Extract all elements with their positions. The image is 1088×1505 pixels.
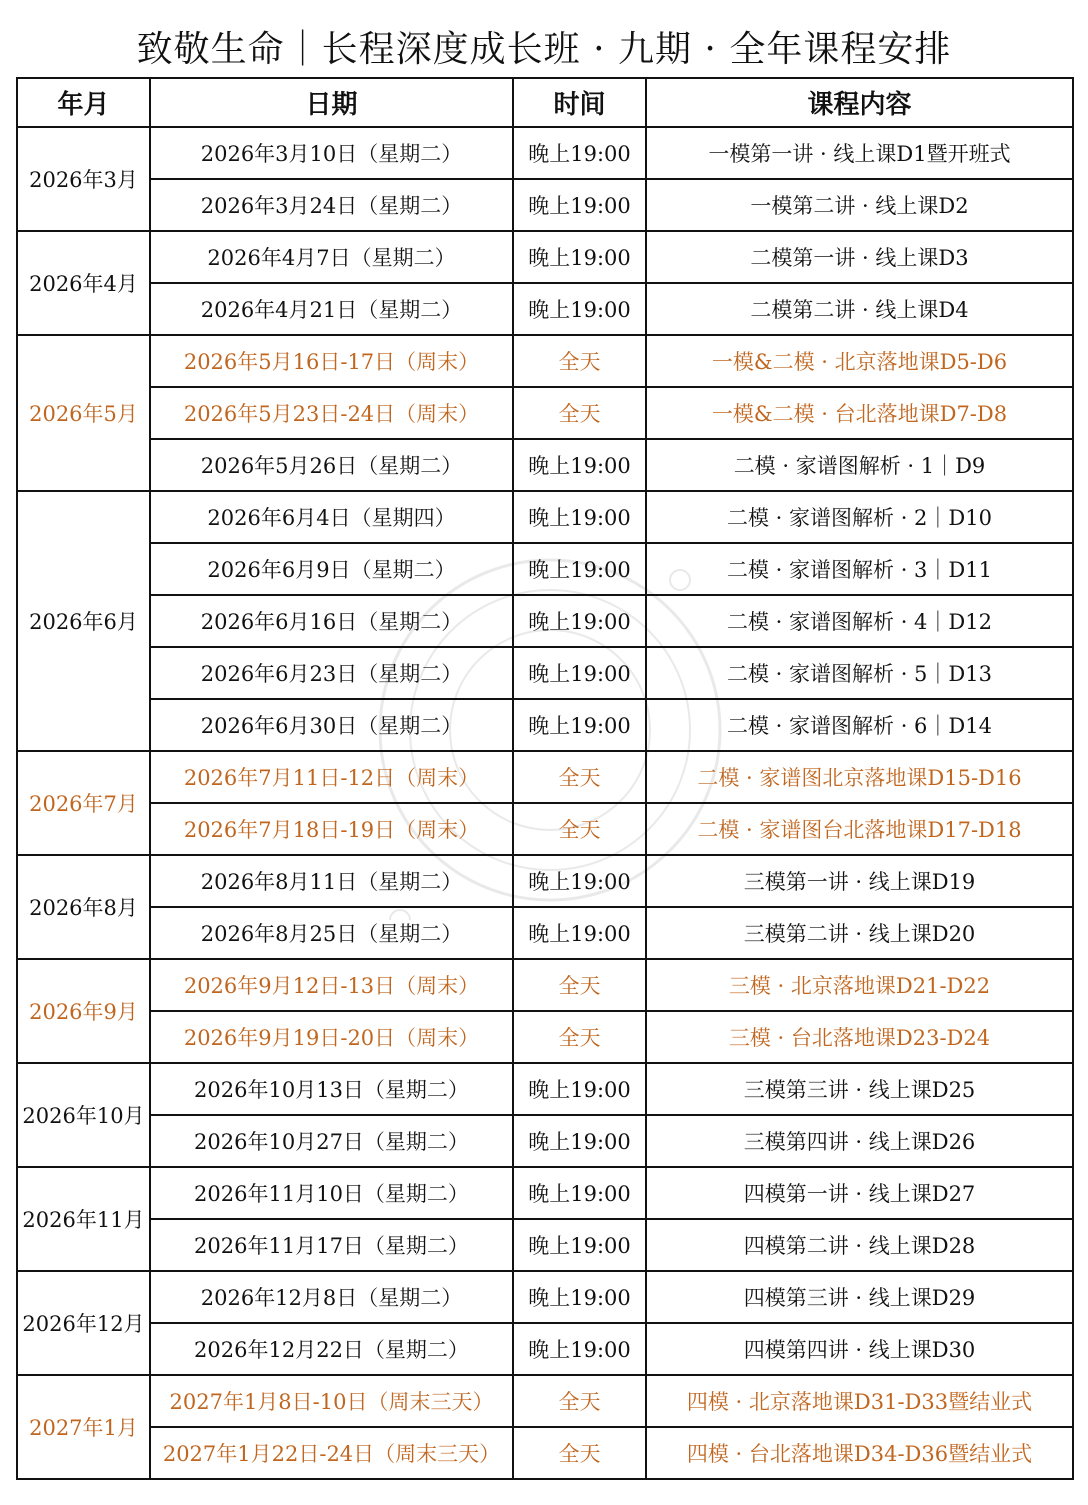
table-row xyxy=(17,1427,1073,1479)
table-row xyxy=(17,1375,1073,1427)
content-cell: 四模 · 台北落地课D34-D36暨结业式 xyxy=(646,1427,1073,1479)
time-cell: 晚上19:00 xyxy=(513,1323,646,1375)
date-cell: 2026年6月4日（星期四） xyxy=(150,491,513,543)
date-cell: 2026年3月24日（星期二） xyxy=(150,179,513,231)
date-cell: 2026年9月12日-13日（周末） xyxy=(150,959,513,1011)
month-cell: 2026年3月 xyxy=(17,127,150,231)
schedule-table xyxy=(16,77,1074,1480)
date-cell: 2026年12月22日（星期二） xyxy=(150,1323,513,1375)
content-cell: 二模第二讲 · 线上课D4 xyxy=(646,283,1073,335)
content-cell: 二模第一讲 · 线上课D3 xyxy=(646,231,1073,283)
content-cell: 二模 · 家谱图台北落地课D17-D18 xyxy=(646,803,1073,855)
time-cell: 全天 xyxy=(513,959,646,1011)
page-title: 致敬生命｜长程深度成长班 · 九期 · 全年课程安排 xyxy=(136,28,952,70)
month-cell: 2026年12月 xyxy=(17,1271,150,1375)
table-row xyxy=(17,907,1073,959)
table-row xyxy=(17,283,1073,335)
table-row xyxy=(17,387,1073,439)
month-cell: 2026年8月 xyxy=(17,855,150,959)
header-time: 时间 xyxy=(513,78,646,127)
table-row xyxy=(17,179,1073,231)
table-row xyxy=(17,1271,1073,1323)
date-cell: 2027年1月22日-24日（周末三天） xyxy=(150,1427,513,1479)
date-cell: 2026年6月23日（星期二） xyxy=(150,647,513,699)
content-cell: 四模第三讲 · 线上课D29 xyxy=(646,1271,1073,1323)
time-cell: 晚上19:00 xyxy=(513,491,646,543)
table-row xyxy=(17,1011,1073,1063)
date-cell: 2026年12月8日（星期二） xyxy=(150,1271,513,1323)
header-date: 日期 xyxy=(150,78,513,127)
time-cell: 晚上19:00 xyxy=(513,647,646,699)
date-cell: 2026年11月10日（星期二） xyxy=(150,1167,513,1219)
table-row xyxy=(17,1115,1073,1167)
content-cell: 一模&二模 · 北京落地课D5-D6 xyxy=(646,335,1073,387)
content-cell: 二模 · 家谱图解析 · 5｜D13 xyxy=(646,647,1073,699)
date-cell: 2026年10月13日（星期二） xyxy=(150,1063,513,1115)
date-cell: 2026年3月10日（星期二） xyxy=(150,127,513,179)
time-cell: 晚上19:00 xyxy=(513,231,646,283)
content-cell: 一模第二讲 · 线上课D2 xyxy=(646,179,1073,231)
schedule-body xyxy=(17,127,1073,1479)
table-row xyxy=(17,543,1073,595)
month-cell: 2026年9月 xyxy=(17,959,150,1063)
date-cell: 2026年6月16日（星期二） xyxy=(150,595,513,647)
time-cell: 晚上19:00 xyxy=(513,127,646,179)
month-cell: 2026年10月 xyxy=(17,1063,150,1167)
content-cell: 三模第一讲 · 线上课D19 xyxy=(646,855,1073,907)
content-cell: 四模第一讲 · 线上课D27 xyxy=(646,1167,1073,1219)
month-cell: 2026年5月 xyxy=(17,335,150,491)
time-cell: 晚上19:00 xyxy=(513,855,646,907)
table-row xyxy=(17,231,1073,283)
content-cell: 二模 · 家谱图解析 · 6｜D14 xyxy=(646,699,1073,751)
table-row xyxy=(17,699,1073,751)
time-cell: 晚上19:00 xyxy=(513,1115,646,1167)
date-cell: 2026年9月19日-20日（周末） xyxy=(150,1011,513,1063)
time-cell: 晚上19:00 xyxy=(513,283,646,335)
content-cell: 二模 · 家谱图解析 · 3｜D11 xyxy=(646,543,1073,595)
date-cell: 2026年4月7日（星期二） xyxy=(150,231,513,283)
header-month: 年月 xyxy=(17,78,150,127)
time-cell: 全天 xyxy=(513,803,646,855)
time-cell: 晚上19:00 xyxy=(513,1167,646,1219)
time-cell: 晚上19:00 xyxy=(513,439,646,491)
table-row xyxy=(17,1167,1073,1219)
time-cell: 晚上19:00 xyxy=(513,1271,646,1323)
month-cell: 2026年4月 xyxy=(17,231,150,335)
table-row xyxy=(17,491,1073,543)
content-cell: 四模第四讲 · 线上课D30 xyxy=(646,1323,1073,1375)
date-cell: 2026年4月21日（星期二） xyxy=(150,283,513,335)
table-row xyxy=(17,1219,1073,1271)
date-cell: 2027年1月8日-10日（周末三天） xyxy=(150,1375,513,1427)
table-row xyxy=(17,647,1073,699)
content-cell: 三模第三讲 · 线上课D25 xyxy=(646,1063,1073,1115)
date-cell: 2026年6月30日（星期二） xyxy=(150,699,513,751)
date-cell: 2026年7月11日-12日（周末） xyxy=(150,751,513,803)
content-cell: 二模 · 家谱图解析 · 1｜D9 xyxy=(646,439,1073,491)
time-cell: 全天 xyxy=(513,1375,646,1427)
time-cell: 全天 xyxy=(513,751,646,803)
time-cell: 全天 xyxy=(513,1427,646,1479)
content-cell: 三模第四讲 · 线上课D26 xyxy=(646,1115,1073,1167)
table-row xyxy=(17,855,1073,907)
header-content: 课程内容 xyxy=(646,78,1073,127)
time-cell: 晚上19:00 xyxy=(513,1063,646,1115)
content-cell: 四模第二讲 · 线上课D28 xyxy=(646,1219,1073,1271)
month-cell: 2026年6月 xyxy=(17,491,150,751)
time-cell: 全天 xyxy=(513,1011,646,1063)
content-cell: 三模第二讲 · 线上课D20 xyxy=(646,907,1073,959)
content-cell: 二模 · 家谱图北京落地课D15-D16 xyxy=(646,751,1073,803)
month-cell: 2027年1月 xyxy=(17,1375,150,1479)
date-cell: 2026年8月25日（星期二） xyxy=(150,907,513,959)
table-row xyxy=(17,439,1073,491)
time-cell: 晚上19:00 xyxy=(513,699,646,751)
date-cell: 2026年5月16日-17日（周末） xyxy=(150,335,513,387)
date-cell: 2026年10月27日（星期二） xyxy=(150,1115,513,1167)
content-cell: 一模第一讲 · 线上课D1暨开班式 xyxy=(646,127,1073,179)
date-cell: 2026年11月17日（星期二） xyxy=(150,1219,513,1271)
content-cell: 三模 · 台北落地课D23-D24 xyxy=(646,1011,1073,1063)
time-cell: 晚上19:00 xyxy=(513,179,646,231)
content-cell: 三模 · 北京落地课D21-D22 xyxy=(646,959,1073,1011)
table-row xyxy=(17,1323,1073,1375)
time-cell: 全天 xyxy=(513,335,646,387)
table-row xyxy=(17,127,1073,179)
table-row xyxy=(17,1063,1073,1115)
table-row xyxy=(17,751,1073,803)
date-cell: 2026年6月9日（星期二） xyxy=(150,543,513,595)
time-cell: 晚上19:00 xyxy=(513,907,646,959)
date-cell: 2026年5月26日（星期二） xyxy=(150,439,513,491)
table-row xyxy=(17,959,1073,1011)
time-cell: 晚上19:00 xyxy=(513,1219,646,1271)
time-cell: 全天 xyxy=(513,387,646,439)
table-row xyxy=(17,803,1073,855)
month-cell: 2026年11月 xyxy=(17,1167,150,1271)
content-cell: 四模 · 北京落地课D31-D33暨结业式 xyxy=(646,1375,1073,1427)
table-row xyxy=(17,335,1073,387)
date-cell: 2026年7月18日-19日（周末） xyxy=(150,803,513,855)
content-cell: 二模 · 家谱图解析 · 4｜D12 xyxy=(646,595,1073,647)
content-cell: 二模 · 家谱图解析 · 2｜D10 xyxy=(646,491,1073,543)
time-cell: 晚上19:00 xyxy=(513,595,646,647)
date-cell: 2026年5月23日-24日（周末） xyxy=(150,387,513,439)
table-row xyxy=(17,595,1073,647)
header-row xyxy=(17,78,1073,127)
content-cell: 一模&二模 · 台北落地课D7-D8 xyxy=(646,387,1073,439)
time-cell: 晚上19:00 xyxy=(513,543,646,595)
month-cell: 2026年7月 xyxy=(17,751,150,855)
date-cell: 2026年8月11日（星期二） xyxy=(150,855,513,907)
